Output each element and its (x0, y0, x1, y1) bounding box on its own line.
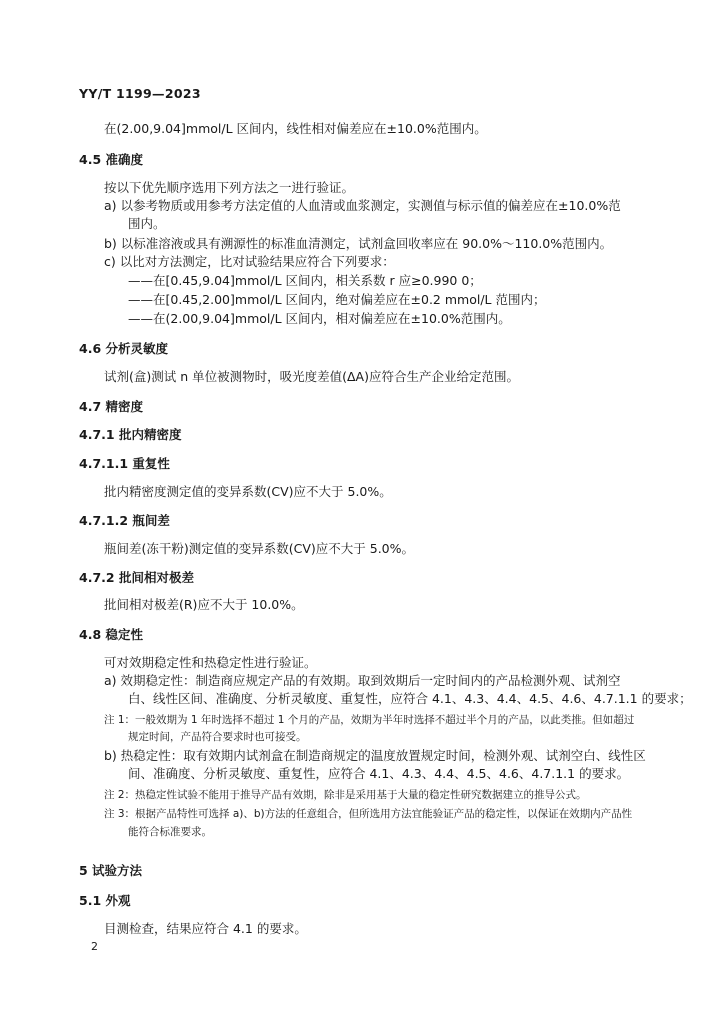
section-heading-4-7-1-1: 4.7.1.1 重复性 (79, 456, 170, 471)
paragraph-line: 试剂(盒)测试 n 单位被测物时，吸光度差值(ΔA)应符合生产企业给定范围。 (104, 369, 519, 384)
paragraph-line: 在(2.00,9.04]mmol/L 区间内，线性相对偏差应在±10.0%范围内。 (104, 121, 487, 136)
note-3: 注 3：根据产品特性可选择 a)、b)方法的任意组合，但所选用方法宜能验证产品的稳定性，以保证在效期内产品性 (104, 808, 633, 820)
section-heading-4-7-2: 4.7.2 批间相对极差 (79, 570, 194, 585)
list-item-c: c) 以比对方法测定，比对试验结果应符合下列要求： (104, 254, 395, 269)
paragraph-line: 目测检查，结果应符合 4.1 的要求。 (104, 921, 307, 936)
section-heading-4-8: 4.8 稳定性 (79, 627, 143, 642)
section-heading-5: 5 试验方法 (79, 863, 143, 878)
standard-code-header: YY/T 1199—2023 (79, 86, 201, 101)
section-heading-5-1: 5.1 外观 (79, 893, 131, 908)
note-1-continuation: 规定时间，产品符合要求时也可接受。 (128, 731, 307, 743)
page-number: 2 (91, 940, 98, 953)
list-item-a: a) 以参考物质或用参考方法定值的人血清或血浆测定，实测值与标示值的偏差应在±10.0%范 (104, 198, 621, 213)
section-heading-4-7: 4.7 精密度 (79, 399, 143, 414)
list-item-a: a) 效期稳定性：制造商应规定产品的有效期。取到效期后一定时间内的产品检测外观、试剂空 (104, 673, 621, 688)
section-heading-4-7-1: 4.7.1 批内精密度 (79, 427, 182, 442)
list-item-continuation: 围内。 (128, 216, 166, 231)
section-heading-4-5: 4.5 准确度 (79, 152, 143, 167)
note-2: 注 2：热稳定性试验不能用于推导产品有效期，除非是采用基于大量的稳定性研究数据建立的推导公式。 (104, 789, 587, 801)
note-1: 注 1：一般效期为 1 年时选择不超过 1 个月的产品，效期为半年时选择不超过半个月的产品，以此类推。但如超过 (104, 714, 635, 726)
paragraph-line: 按以下优先顺序选用下列方法之一进行验证。 (104, 180, 355, 195)
section-heading-4-7-1-2: 4.7.1.2 瓶间差 (79, 513, 170, 528)
dash-item: ——在[0.45,9.04]mmol/L 区间内，相关系数 r 应≥0.990 0； (128, 273, 482, 288)
section-heading-4-6: 4.6 分析灵敏度 (79, 341, 168, 356)
list-item-continuation: 间、准确度、分析灵敏度、重复性，应符合 4.1、4.3、4.4、4.5、4.6、4.7.1.1 的要求。 (128, 766, 630, 781)
paragraph-line: 瓶间差(冻干粉)测定值的变异系数(CV)应不大于 5.0%。 (104, 541, 415, 556)
paragraph-line: 批内精密度测定值的变异系数(CV)应不大于 5.0%。 (104, 484, 392, 499)
dash-item: ——在[0.45,2.00]mmol/L 区间内，绝对偏差应在±0.2 mmol/L 范围内； (128, 292, 546, 307)
list-item-continuation: 白、线性区间、准确度、分析灵敏度、重复性，应符合 4.1、4.3、4.4、4.5、4.6、4.7.1.1 的要求； (128, 691, 692, 706)
list-item-b: b) 以标准溶液或具有溯源性的标准血清测定，试剂盒回收率应在 90.0%～110.0%范围内。 (104, 236, 613, 251)
note-3-continuation: 能符合标准要求。 (128, 826, 212, 838)
paragraph-line: 批间相对极差(R)应不大于 10.0%。 (104, 597, 304, 612)
dash-item: ——在(2.00,9.04]mmol/L 区间内，相对偏差应在±10.0%范围内。 (128, 311, 511, 326)
list-item-b: b) 热稳定性：取有效期内试剂盒在制造商规定的温度放置规定时间，检测外观、试剂空白、线性区 (104, 748, 646, 763)
paragraph-line: 可对效期稳定性和热稳定性进行验证。 (104, 655, 317, 670)
